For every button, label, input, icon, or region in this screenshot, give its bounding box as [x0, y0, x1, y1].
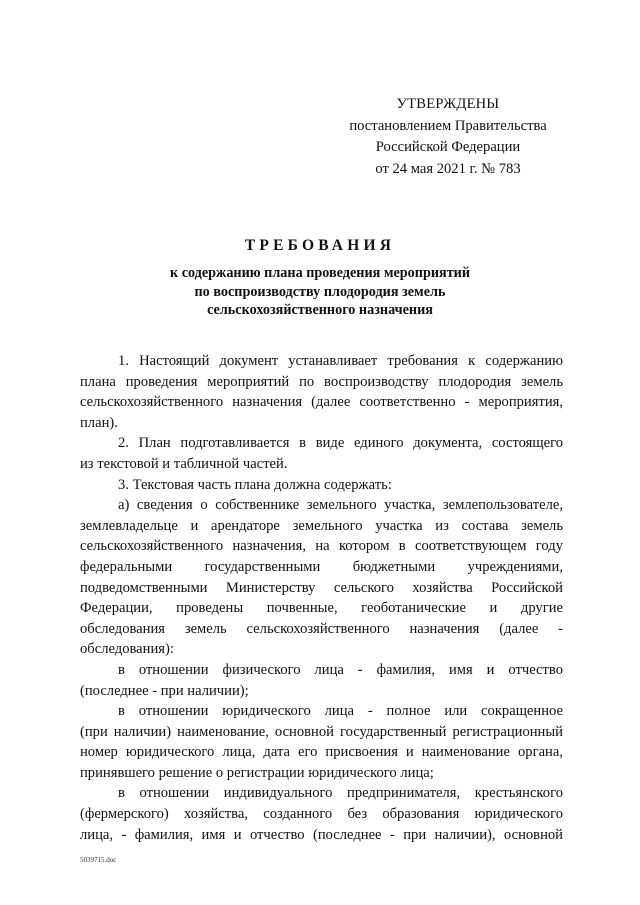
body-line: подведомственными Министерству сельского хозяйства Российской — [80, 579, 563, 596]
document-subtitle — [0, 264, 640, 320]
body-line: (последнее - при наличии); — [80, 682, 249, 699]
approval-title: УТВЕРЖДЕНЫ — [396, 96, 500, 112]
subtitle-line: сельскохозяйственного назначения — [207, 302, 433, 318]
body-line: 1. Настоящий документ устанавливает требования к содержанию — [118, 353, 563, 369]
subtitle-line: по воспроизводству плодородия земель — [194, 283, 446, 300]
body-line: Федерации, проведены почвенные, геоботанические и другие — [80, 600, 563, 617]
body-line: 3. Текстовая часть плана должна содержать: — [118, 476, 392, 493]
approval-date-line: от 24 мая 2021 г. № 783 — [375, 160, 521, 177]
body-line: сельскохозяйственного назначения, на котором в соответствующем году — [80, 538, 563, 555]
body-line: в отношении индивидуального предпринимателя, крестьянского — [118, 785, 563, 802]
approval-line: Российской Федерации — [375, 139, 521, 155]
body-line: (при наличии) наименование, основной государственный регистрационный — [80, 723, 563, 740]
body-line: лица, - фамилия, имя и отчество (последнее - при наличии), основной — [80, 826, 563, 843]
body-line: (фермерского) хозяйства, созданного без образования юридического — [80, 806, 563, 823]
body-line: в отношении физического лица - фамилия, имя и отчество — [118, 661, 563, 678]
body-line: обследования земель сельскохозяйственного назначения (далее - — [80, 620, 563, 637]
body-line: сельскохозяйственного назначения (далее соответственно - мероприятия, — [80, 394, 563, 411]
body-line: принявшего решение о регистрации юридического лица; — [80, 764, 434, 781]
subtitle-line: к содержанию плана проведения мероприятий — [169, 265, 471, 281]
body-line: в отношении юридического лица - полное или сокращенное — [118, 703, 563, 720]
approval-block — [338, 94, 558, 180]
body-line: обследования): — [80, 641, 174, 658]
document-title: ТРЕБОВАНИЯ — [244, 237, 396, 254]
body-line: а) сведения о собственнике земельного участка, землепользователе, — [118, 497, 563, 514]
body-line: из текстовой и табличной частей. — [80, 455, 288, 472]
body-line: план). — [80, 414, 118, 431]
body-line: плана проведения мероприятий по воспроизводству плодородия земель — [80, 373, 563, 390]
body-line: номер юридического лица, дата его присвоения и наименование органа, — [80, 744, 563, 761]
document-body — [80, 351, 563, 845]
body-line: землевладельце и арендаторе земельного участка из состава земель — [80, 517, 563, 534]
body-line: федеральными государственными бюджетными учреждениями, — [80, 558, 563, 575]
footer-filename: 5039715.doc — [80, 856, 117, 864]
approval-line: постановлением Правительства — [349, 117, 547, 134]
body-line: 2. План подготавливается в виде единого документа, состоящего — [118, 435, 563, 452]
